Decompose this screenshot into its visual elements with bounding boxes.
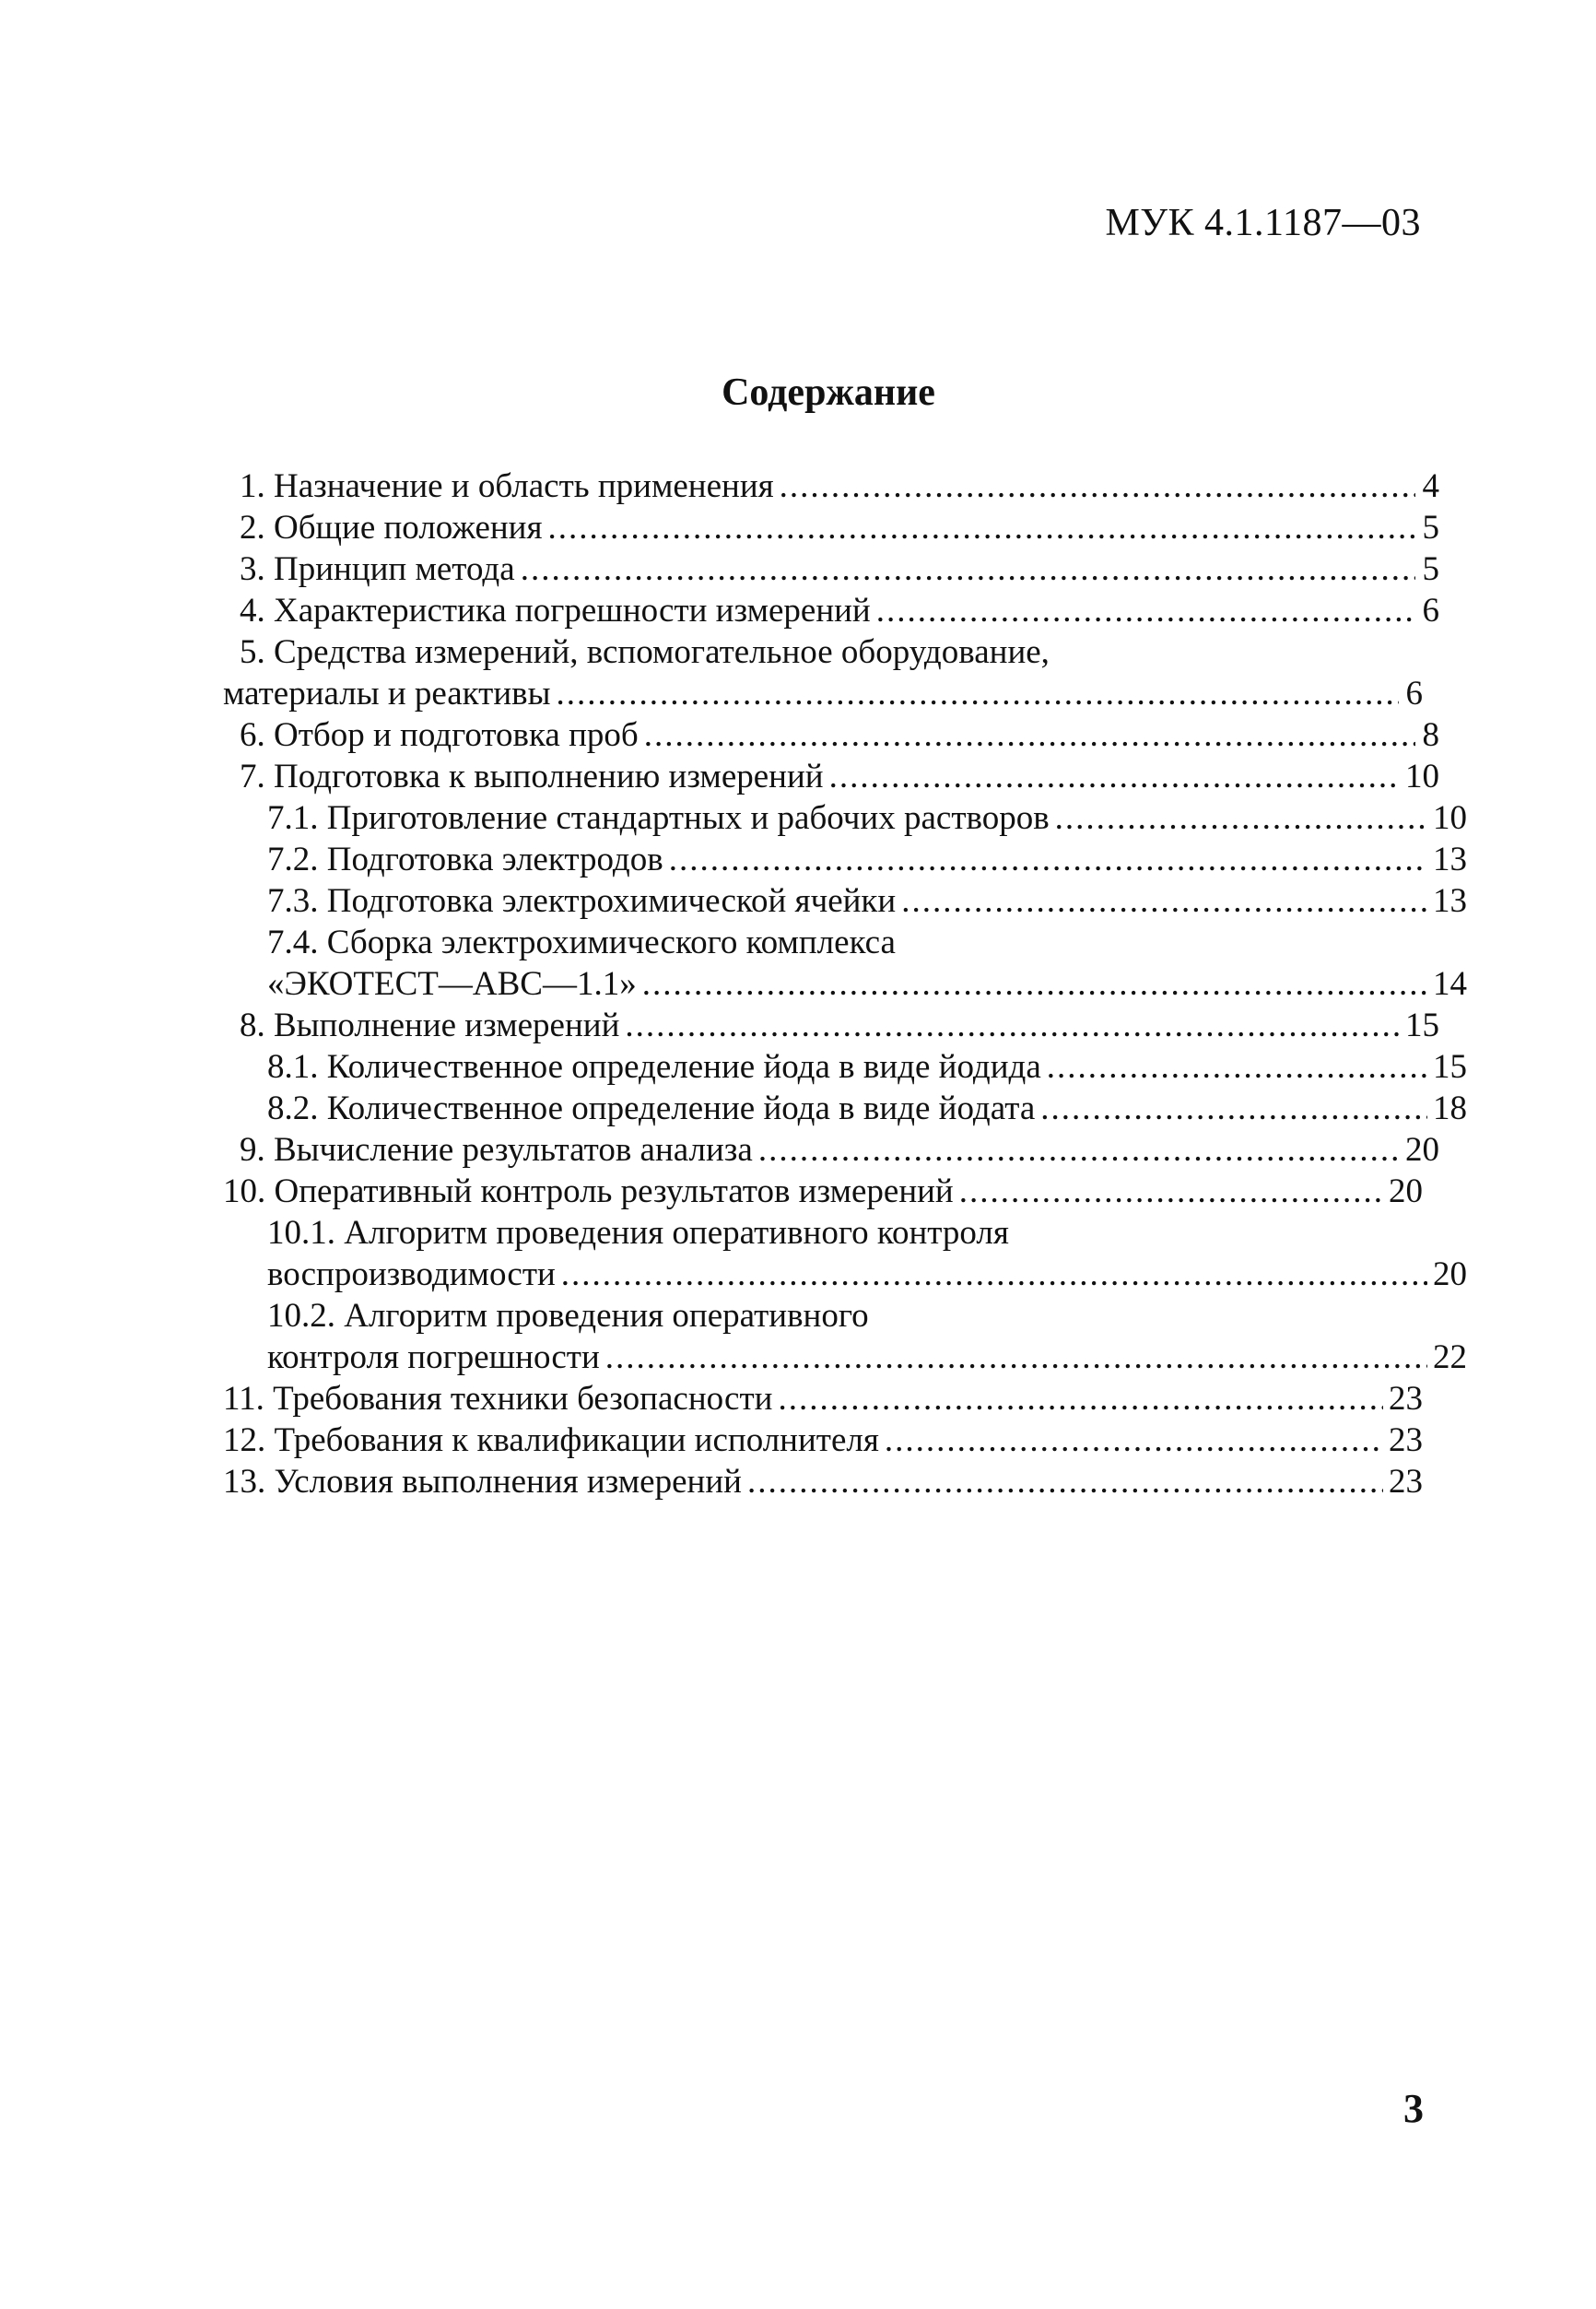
toc-entry-label: 8.2. Количественное определение йода в виде йодата xyxy=(267,1090,1036,1127)
toc-entry-page: 6 xyxy=(1422,592,1439,630)
dot-leader xyxy=(547,507,1415,548)
toc-entry-10-2-line1: 10.2. Алгоритм проведения оперативного xyxy=(267,1297,869,1335)
toc-entry-label: контроля погрешности xyxy=(267,1338,600,1376)
dot-leader xyxy=(625,1005,1400,1046)
toc-entry-2 xyxy=(223,507,1439,548)
toc-entry-3 xyxy=(223,548,1439,590)
toc-entry-label: 1. Назначение и область применения xyxy=(240,467,774,505)
dot-leader xyxy=(1040,1088,1427,1129)
toc-entry-label: материалы и реактивы xyxy=(223,675,551,713)
toc-entry-8-1 xyxy=(223,1046,1467,1088)
toc-entry-page: 5 xyxy=(1422,550,1439,588)
toc-entry-8 xyxy=(223,1005,1439,1046)
toc-entry-label: 12. Требования к квалификации исполнителя xyxy=(223,1421,879,1459)
dot-leader xyxy=(556,673,1399,714)
toc-entry-page: 23 xyxy=(1389,1463,1423,1501)
toc-entry-page: 8 xyxy=(1422,716,1439,754)
toc-entry-label: 10. Оперативный контроль результатов измерений xyxy=(223,1172,954,1210)
toc-entry-7-4 xyxy=(223,963,1467,1005)
toc-entry-10-1 xyxy=(223,1254,1467,1295)
dot-leader xyxy=(1055,797,1427,839)
dot-leader xyxy=(1047,1046,1427,1088)
dot-leader xyxy=(747,1461,1383,1502)
toc-title: Содержание xyxy=(722,371,935,414)
toc-entry-label: 4. Характеристика погрешности измерений xyxy=(240,592,871,630)
toc-entry-label: 13. Условия выполнения измерений xyxy=(223,1463,742,1501)
dot-leader xyxy=(780,465,1415,507)
toc-entry-label: 7. Подготовка к выполнению измерений xyxy=(240,758,824,795)
toc-entry-page: 10 xyxy=(1405,758,1439,795)
toc-entry-page: 18 xyxy=(1433,1090,1467,1127)
toc-entry-10 xyxy=(223,1171,1423,1212)
toc-entry-label: 7.3. Подготовка электрохимической ячейки xyxy=(267,882,897,920)
toc-entry-page: 14 xyxy=(1433,965,1467,1003)
toc-entry-4 xyxy=(223,590,1439,631)
toc-entry-page: 15 xyxy=(1405,1007,1439,1044)
dot-leader xyxy=(561,1254,1427,1295)
toc-entry-page: 23 xyxy=(1389,1380,1423,1418)
toc-entry-page: 20 xyxy=(1433,1255,1467,1293)
toc-entry-page: 15 xyxy=(1433,1048,1467,1086)
toc-entry-6 xyxy=(223,714,1439,756)
toc-entry-page: 13 xyxy=(1433,841,1467,878)
toc-entry-11 xyxy=(223,1378,1423,1420)
dot-leader xyxy=(521,548,1415,590)
toc-entry-7-1 xyxy=(223,797,1467,839)
toc-entry-label: 7.1. Приготовление стандартных и рабочих растворов xyxy=(267,799,1050,837)
dot-leader xyxy=(829,756,1400,797)
toc-entry-label: 8.1. Количественное определение йода в виде йодида xyxy=(267,1048,1041,1086)
table-of-contents xyxy=(223,465,1467,1502)
toc-entry-label: 3. Принцип метода xyxy=(240,550,515,588)
dot-leader xyxy=(885,1420,1383,1461)
toc-entry-label: «ЭКОТЕСТ—АВС—1.1» xyxy=(267,965,637,1003)
toc-entry-label: 11. Требования техники безопасности xyxy=(223,1380,773,1418)
page-number: 3 xyxy=(1403,2086,1424,2131)
dot-leader xyxy=(876,590,1415,631)
toc-entry-label: 8. Выполнение измерений xyxy=(240,1007,620,1044)
toc-entry-5 xyxy=(223,673,1423,714)
toc-entry-page: 23 xyxy=(1389,1421,1423,1459)
toc-entry-page: 10 xyxy=(1433,799,1467,837)
dot-leader xyxy=(644,714,1415,756)
toc-entry-10-2 xyxy=(223,1337,1467,1378)
toc-entry-7-4-line1: 7.4. Сборка электрохимического комплекса xyxy=(267,924,896,961)
document-code: МУК 4.1.1187—03 xyxy=(1105,202,1421,244)
toc-entry-13 xyxy=(223,1461,1423,1502)
toc-entry-page: 6 xyxy=(1405,675,1423,713)
dot-leader xyxy=(959,1171,1383,1212)
toc-entry-7-3 xyxy=(223,880,1467,922)
toc-entry-page: 5 xyxy=(1422,509,1439,547)
dot-leader xyxy=(669,839,1427,880)
toc-entry-page: 13 xyxy=(1433,882,1467,920)
toc-entry-9 xyxy=(223,1129,1439,1171)
toc-entry-12 xyxy=(223,1420,1423,1461)
toc-entry-1 xyxy=(223,465,1439,507)
dot-leader xyxy=(642,963,1427,1005)
toc-entry-10-1-line1: 10.1. Алгоритм проведения оперативного контроля xyxy=(267,1214,1009,1252)
toc-entry-label: 6. Отбор и подготовка проб xyxy=(240,716,639,754)
toc-entry-page: 20 xyxy=(1405,1131,1439,1169)
dot-leader xyxy=(901,880,1427,922)
toc-entry-8-2 xyxy=(223,1088,1467,1129)
toc-entry-page: 22 xyxy=(1433,1338,1467,1376)
toc-entry-label: воспроизводимости xyxy=(267,1255,556,1293)
toc-entry-7-2 xyxy=(223,839,1467,880)
toc-entry-label: 7.2. Подготовка электродов xyxy=(267,841,663,878)
toc-entry-7 xyxy=(223,756,1439,797)
dot-leader xyxy=(778,1378,1383,1420)
dot-leader xyxy=(758,1129,1400,1171)
toc-entry-5-line1: 5. Средства измерений, вспомогательное оборудование, xyxy=(240,633,1050,671)
toc-entry-label: 9. Вычисление результатов анализа xyxy=(240,1131,753,1169)
toc-entry-page: 20 xyxy=(1389,1172,1423,1210)
toc-entry-page: 4 xyxy=(1422,467,1439,505)
dot-leader xyxy=(605,1337,1427,1378)
toc-entry-label: 2. Общие положения xyxy=(240,509,543,547)
